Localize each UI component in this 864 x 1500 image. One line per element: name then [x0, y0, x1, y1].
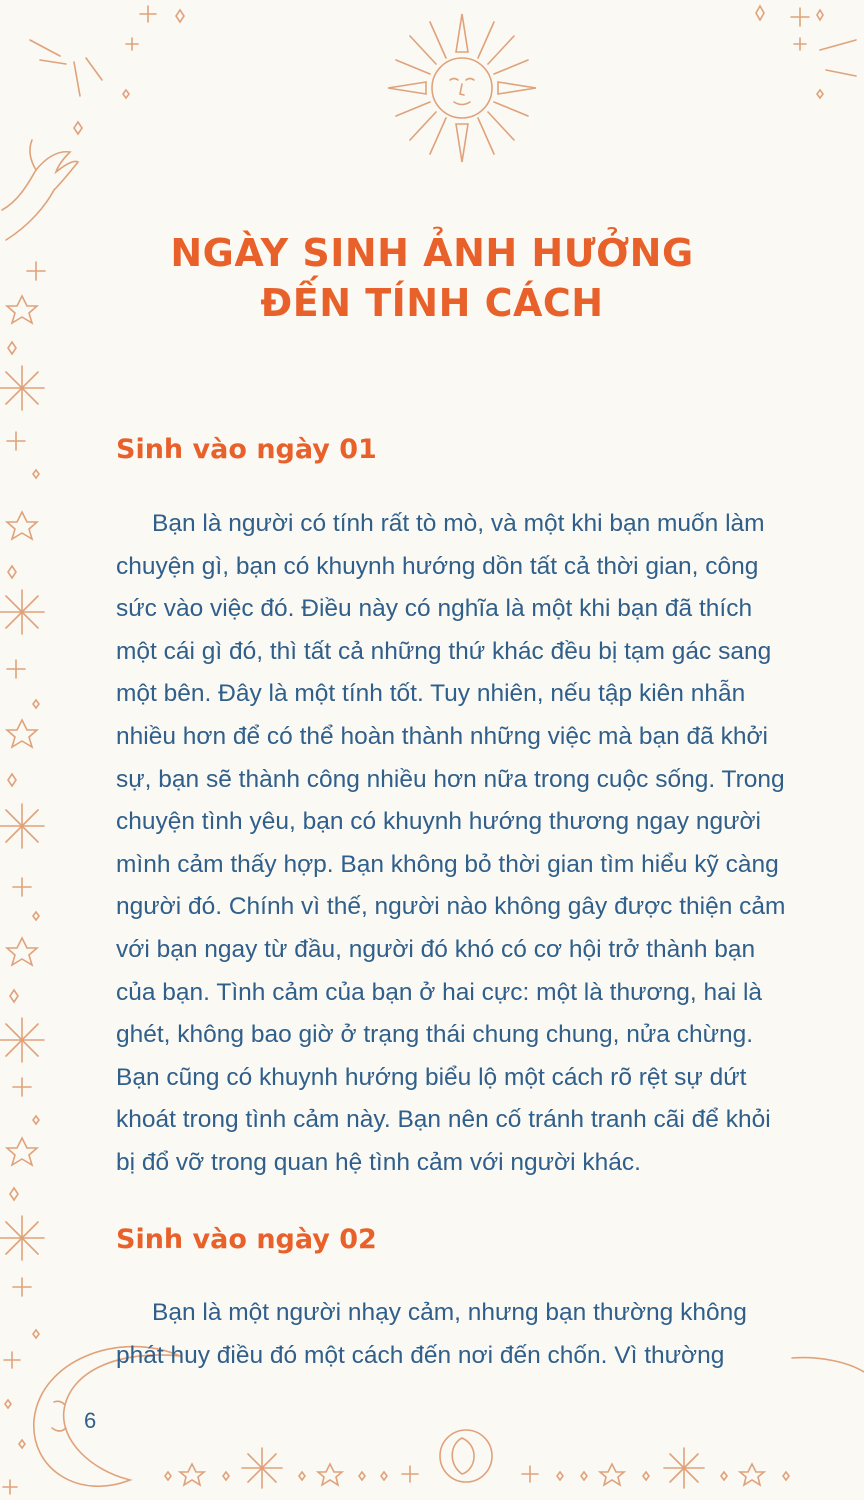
text-line: Bạn là người có tính rất tò mò, và một khi bạn muốn làm: [152, 510, 765, 537]
text-line: sức vào việc đó. Điều này có nghĩa là một khi bạn đã thích: [116, 595, 753, 623]
open-hand-icon: [2, 140, 78, 240]
section-body-day-01: [116, 503, 828, 1185]
moon-circle-icon: [440, 1430, 492, 1482]
star-row: [165, 1448, 789, 1488]
page-number: 6: [84, 1408, 97, 1433]
text-line: Bạn cũng có khuynh hướng biểu lộ một cách rõ rệt sự dứt: [116, 1063, 747, 1091]
text-line: khoát trong tình cảm này. Bạn nên cố tránh tranh cãi để khỏi: [116, 1106, 771, 1134]
star-column: [0, 262, 45, 1494]
text-line: chuyện tình yêu, bạn có khuynh hướng thương ngay người: [116, 808, 761, 836]
text-line: một bên. Đây là một tính tốt. Tuy nhiên, nếu tập kiên nhẫn: [116, 680, 746, 708]
sun-with-face-icon: [388, 14, 536, 162]
text-line: của bạn. Tình cảm của bạn ở hai cực: một là thương, hai là: [116, 978, 763, 1006]
text-line: một cái gì đó, thì tất cả những thứ khác đều bị tạm gác sang: [116, 637, 772, 665]
title-line-1: NGÀY SINH ẢNH HƯỞNG: [170, 231, 694, 275]
section-body-day-02: [116, 1292, 828, 1377]
text-line: ghét, không bao giờ ở trạng thái chung chung, nửa chừng.: [116, 1021, 754, 1049]
text-line: mình cảm thấy hợp. Bạn không bỏ thời gian tìm hiểu kỹ càng: [116, 850, 779, 878]
section-heading-day-02: Sinh vào ngày 02: [116, 1224, 377, 1255]
page-title: [0, 228, 864, 328]
title-line-2: ĐẾN TÍNH CÁCH: [260, 281, 604, 325]
text-line: bị đổ vỡ trong quan hệ tình cảm với người khác.: [116, 1148, 641, 1176]
text-line: với bạn ngay từ đầu, người đó khó có cơ hội trở thành bạn: [116, 935, 756, 963]
text-line: Bạn là một người nhạy cảm, nhưng bạn thường không: [152, 1299, 747, 1326]
text-line: sự, bạn sẽ thành công nhiều hơn nữa trong cuộc sống. Trong: [116, 765, 785, 793]
text-line: nhiều hơn để có thể hoàn thành những việc mà bạn đã khởi: [116, 722, 768, 750]
section-heading-day-01: Sinh vào ngày 01: [116, 434, 377, 465]
text-line: chuyện gì, bạn có khuynh hướng dồn tất cả thời gian, công: [116, 552, 759, 580]
text-line: người đó. Chính vì thế, người nào không gây được thiện cảm: [116, 893, 786, 921]
text-line: phát huy điều đó một cách đến nơi đến chốn. Vì thường: [116, 1341, 725, 1369]
